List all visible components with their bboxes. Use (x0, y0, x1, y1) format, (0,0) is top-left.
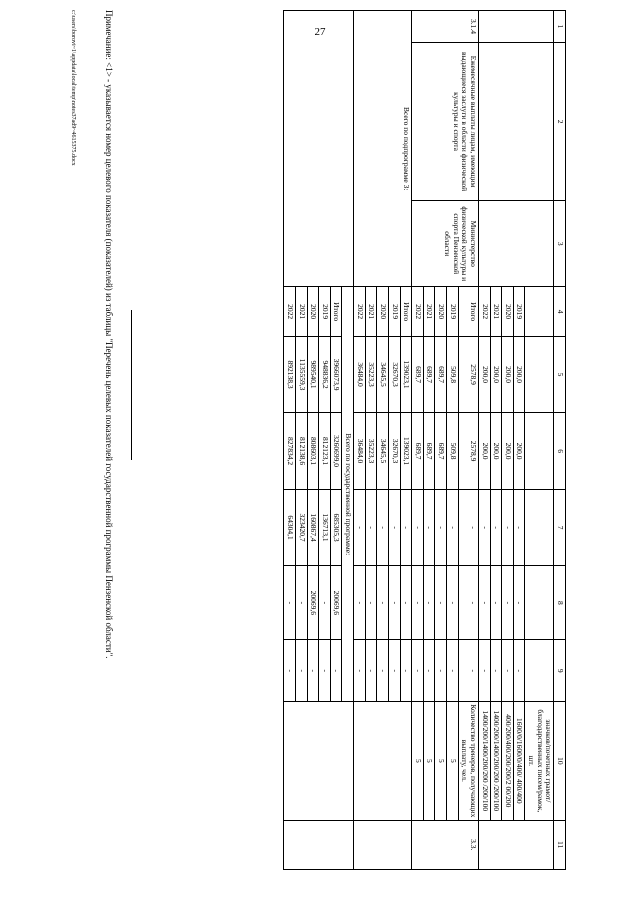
table-row: 2022 892138,3 827834,2 64304,1 - - (284, 11, 296, 870)
rotated-content (70, 10, 566, 890)
table-row: 2019 948836,2 812123,1 136713,1 - - (319, 11, 331, 870)
table-row: 2020 689,7 689,7 - - - 5 (435, 11, 447, 870)
item-number: 3.1.4 (412, 11, 479, 43)
footnote-text: Примечание: <1> - указывается номер целевого показателя (показателей) из таблицы "Перечень целевых показателей государственной программы Пензенской области". (104, 10, 114, 659)
header-row (554, 11, 566, 870)
table-row: 2022 36484,0 36484,0 - - - (354, 11, 366, 870)
item-title: Ежемесячные выплаты лицам, имеющим выдающиеся заслуги в области физической культуры и спорта (412, 43, 479, 201)
table-row (525, 11, 554, 870)
header-cell: 9 (554, 640, 566, 702)
footnote-separator (131, 310, 132, 460)
table-row: 2020 989540,1 808603,1 160867,4 20069,6 - (307, 11, 319, 870)
table-row: Всего по подпрограмме 3: Итого 139023,1 139023,1 - - - (400, 11, 412, 870)
header-cell: 6 (554, 413, 566, 490)
header-cell: 8 (554, 566, 566, 640)
table-row: 2020 34645,5 34645,5 - - - (377, 11, 389, 870)
header-cell: 10 (554, 702, 566, 820)
header-cell: 11 (554, 820, 566, 869)
header-cell: 1 (554, 11, 566, 43)
header-cell: 5 (554, 336, 566, 413)
table-row: 2021 689,7 689,7 - - - 5 (423, 11, 435, 870)
table-row: 2019 509,8 509,8 - - - 5 (447, 11, 459, 870)
header-cell: 7 (554, 489, 566, 566)
table-row: Итого 3966073,9 3260699,0 685305,3 20069,6 - (330, 11, 342, 870)
table-row: 2020 200,0 200,0 - - - 400/200/400/200/200/2 00/200 (502, 11, 514, 870)
indicator-code: 3.3. (412, 820, 479, 869)
table-row: 2021 35223,3 35223,3 - - - (365, 11, 377, 870)
table-row: 2019 200,0 200,0 - - - 1600/0/1600/0/400/ 400/400 (513, 11, 525, 870)
table-row: 2022 689,7 689,7 - - - 5 (412, 11, 424, 870)
item-agency: Министерство физической культуры и спорта Пензенской области (412, 201, 479, 287)
table-row (342, 11, 354, 870)
table-row: 3.1.4 Ежемесячные выплаты лицам, имеющим выдающиеся заслуги в области физической культуры и спорта Министерство физической культуры и спорта Пензенской области Итого 2578,9 2578,9 - - - Количество тренеров, получающих выплату, чел. 3.3. (458, 11, 478, 870)
file-path: c:\users\borovi~1\appdata\local\temp\notes37ad9~4615375.docx (70, 10, 76, 166)
table-row: 2019 32670,3 32670,3 - - - (389, 11, 401, 870)
table-row: 2021 1135559,3 812138,6 323420,7 - - (296, 11, 308, 870)
table-row: 2021 200,0 200,0 - - - 1400/200/1400/200/200 /200/100 (490, 11, 502, 870)
header-cell: 4 (554, 287, 566, 336)
header-cell: 3 (554, 201, 566, 287)
indicator-cell: значков/почетных грамот/ благодарственных писем/рамок, шт. (525, 702, 554, 820)
header-cell: 2 (554, 43, 566, 201)
table-row: 2022 200,0 200,0 - - - 1400/200/1400/200/200 /200/100 (479, 11, 491, 870)
subprogram-label: Всего по подпрограмме 3: (354, 11, 412, 287)
total-label: Всего по государственной программе: (342, 287, 354, 702)
indicator-cell: Количество тренеров, получающих выплату, чел. (458, 702, 478, 820)
program-table (283, 10, 566, 870)
page-number: 27 (314, 26, 326, 38)
table-body (284, 11, 566, 870)
